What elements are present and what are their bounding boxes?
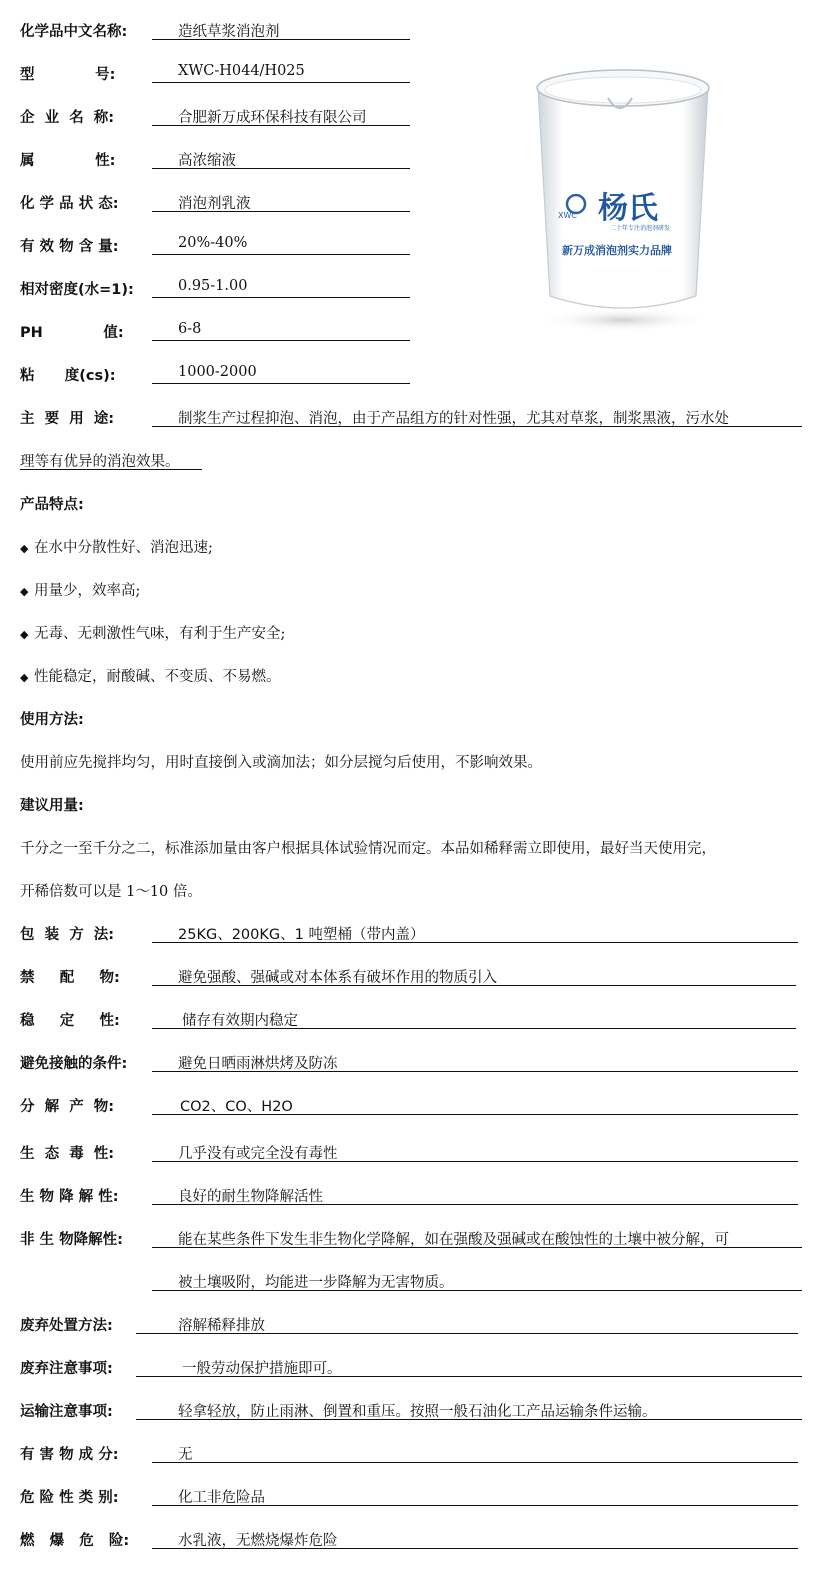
field-label: 稳 定 性: (20, 1013, 120, 1029)
field-label: 生 物 降 解 性: (20, 1189, 119, 1205)
field-value: 良好的耐生物降解活性 (178, 1189, 323, 1205)
underline (152, 82, 410, 83)
field-label: 企 业 名 称: (20, 110, 115, 126)
field-value: 消泡剂乳液 (178, 196, 251, 212)
field-label: 危 险 性 类 别: (20, 1490, 119, 1506)
field-value: 25KG、200KG、1 吨塑桶（带内盖） (178, 927, 425, 943)
product-beaker-image (528, 58, 718, 338)
field-value: 避免日晒雨淋烘烤及防冻 (178, 1056, 338, 1072)
field-label: 生 态 毒 性: (20, 1146, 115, 1162)
field-value: 无 (178, 1447, 193, 1463)
field-value: 高浓缩液 (178, 153, 236, 169)
field-value: 造纸草浆消泡剂 (178, 24, 280, 40)
features-heading: 产品特点: (20, 497, 84, 513)
field-value: 储存有效期内稳定 (182, 1013, 298, 1029)
method-text: 使用前应先搅拌均匀，用时直接倒入或滴加法；如分层搅匀后使用，不影响效果。 (20, 755, 542, 771)
underline (152, 383, 410, 384)
field-value: 轻拿轻放，防止雨淋、倒置和重压。按照一般石油化工产品运输条件运输。 (178, 1404, 657, 1420)
abiotic-label: 非 生 物降解性: (20, 1232, 123, 1248)
usage-text-line2: 理等有优异的消泡效果。 (20, 454, 180, 470)
feature-text: 无毒、无刺激性气味，有利于生产安全; (34, 626, 286, 642)
field-value: 1000-2000 (178, 364, 257, 380)
abiotic-row (20, 1228, 810, 1254)
abiotic-row-continued (20, 1271, 810, 1297)
field-label: 运输注意事项: (20, 1404, 113, 1420)
field-label: 禁 配 物: (20, 970, 120, 986)
field-label: 包 装 方 法: (20, 927, 115, 943)
dosage-heading: 建议用量: (20, 798, 84, 814)
bullet-icon: ◆ (20, 628, 29, 641)
field-value: 合肥新万成环保科技有限公司 (178, 110, 367, 126)
field-label: PH 值: (20, 325, 124, 341)
bullet-icon: ◆ (20, 585, 29, 598)
feature-text: 性能稳定，耐酸碱、不变质、不易燃。 (34, 669, 281, 685)
field-label: 型 号: (20, 67, 116, 83)
field-label: 化 学 品 状 态: (20, 196, 119, 212)
field-value: 避免强酸、强碱或对本体系有破坏作用的物质引入 (178, 970, 497, 986)
underline (152, 340, 410, 341)
field-label: 有 害 物 成 分: (20, 1447, 119, 1463)
field-label: 废弃处置方法: (20, 1318, 113, 1334)
brand-name-text: 杨氏 (598, 191, 658, 226)
underline (152, 297, 410, 298)
feature-item (20, 579, 140, 600)
field-value: XWC-H044/H025 (178, 63, 305, 79)
dosage-text-line1: 千分之一至千分之二，标准添加量由客户根据具体试验情况而定。本品如稀释需立即使用，最好当天使用完， (20, 841, 716, 857)
field-value: 一般劳动保护措施即可。 (182, 1361, 342, 1377)
underline (152, 254, 410, 255)
feature-text: 在水中分散性好、消泡迅速; (34, 540, 213, 556)
slogan-text: 新万成消泡剂实力品牌 (562, 244, 672, 257)
field-label: 分 解 产 物: (20, 1099, 115, 1115)
field-label: 相对密度(水=1): (20, 282, 134, 298)
method-heading: 使用方法: (20, 712, 84, 728)
tagline-small-text: 二十年专注消泡剂研发 (610, 225, 671, 232)
field-value: CO2、CO、H2O (180, 1099, 293, 1115)
field-value: 溶解稀释排放 (178, 1318, 265, 1334)
dosage-text-line2: 开稀倍数可以是 1～10 倍。 (20, 884, 202, 900)
field-value: 几乎没有或完全没有毒性 (178, 1146, 338, 1162)
field-label: 避免接触的条件: (20, 1056, 128, 1072)
field-label: 化学品中文名称: (20, 24, 128, 40)
bullet-icon: ◆ (20, 542, 29, 555)
field-value: 水乳液，无燃烧爆炸危险 (178, 1533, 338, 1549)
underline (152, 1462, 798, 1463)
brand-mark-text: XWC (558, 211, 577, 220)
abiotic-text-line2: 被土壤吸附，均能进一步降解为无害物质。 (178, 1275, 454, 1291)
abiotic-text-line1: 能在某些条件下发生非生物化学降解，如在强酸及强碱或在酸蚀性的土壤中被分解，可 (178, 1232, 729, 1248)
feature-item (20, 665, 281, 686)
field-value: 6-8 (178, 321, 202, 337)
field-value: 0.95-1.00 (178, 278, 248, 294)
feature-item (20, 536, 213, 557)
field-label: 粘 度(cs): (20, 368, 116, 384)
field-label: 属 性: (20, 153, 116, 169)
feature-item (20, 622, 285, 643)
field-label: 废弃注意事项: (20, 1361, 113, 1377)
feature-text: 用量少，效率高; (34, 583, 141, 599)
usage-text-line1: 制浆生产过程抑泡、消泡，由于产品组方的针对性强，尤其对草浆，制浆黑液，污水处 (178, 411, 729, 427)
field-value: 20%-40% (178, 235, 248, 251)
field-label: 燃 爆 危 险: (20, 1533, 130, 1549)
field-value: 化工非危险品 (178, 1490, 265, 1506)
bullet-icon: ◆ (20, 671, 29, 684)
field-label: 有 效 物 含 量: (20, 239, 119, 255)
usage-row (20, 407, 810, 433)
usage-label: 主 要 用 途: (20, 411, 115, 427)
